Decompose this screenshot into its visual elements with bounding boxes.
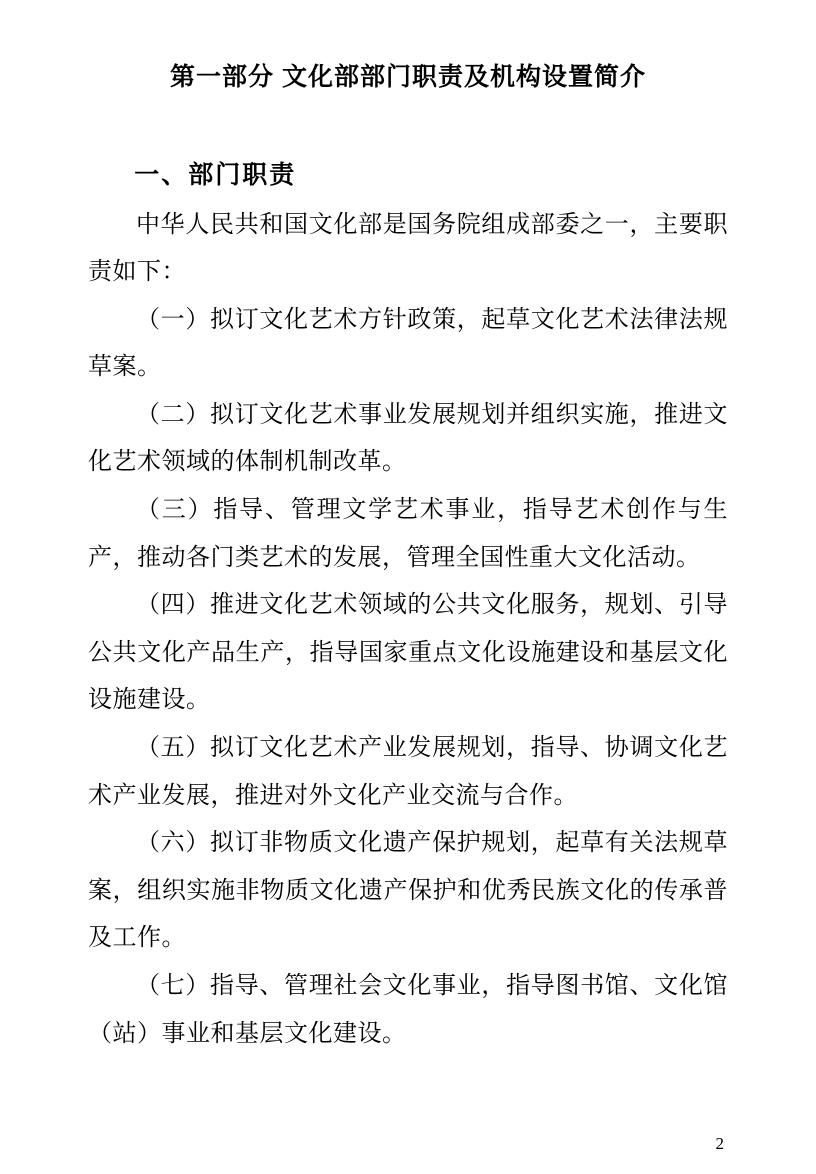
paragraph-item-3: （三）指导、管理文学艺术事业，指导艺术创作与生产，推动各门类艺术的发展，管理全国性重大文化活动。 [88,497,728,571]
paragraph-item-1: （一）拟订文化艺术方针政策，起草文化艺术法律法规草案。 [88,306,728,381]
paragraph-item-7: （七）指导、管理社会文化事业，指导图书馆、文化馆（站）事业和基层文化建设。 [88,973,728,1047]
paragraph-item-2: （二）拟订文化艺术事业发展规划并组织实施，推进文化艺术领域的体制机制改革。 [88,401,728,476]
page-number: 2 [715,1134,724,1153]
document-title: 第一部分 文化部部门职责及机构设置简介 [170,63,646,91]
paragraph-item-4: （四）推进文化艺术领域的公共文化服务，规划、引导公共文化产品生产，指导国家重点文化设施建设和基层文化设施建设。 [88,592,728,714]
paragraph-item-6: （六）拟订非物质文化遗产保护规划，起草有关法规草案，组织实施非物质文化遗产保护和优秀民族文化的传承普及工作。 [88,830,728,952]
section-heading: 一、部门职责 [134,162,297,190]
paragraph-intro: 中华人民共和国文化部是国务院组成部委之一，主要职责如下： [88,211,728,286]
paragraph-item-5: （五）拟订文化艺术产业发展规划，指导、协调文化艺术产业发展，推进对外文化产业交流与合作。 [88,735,728,809]
